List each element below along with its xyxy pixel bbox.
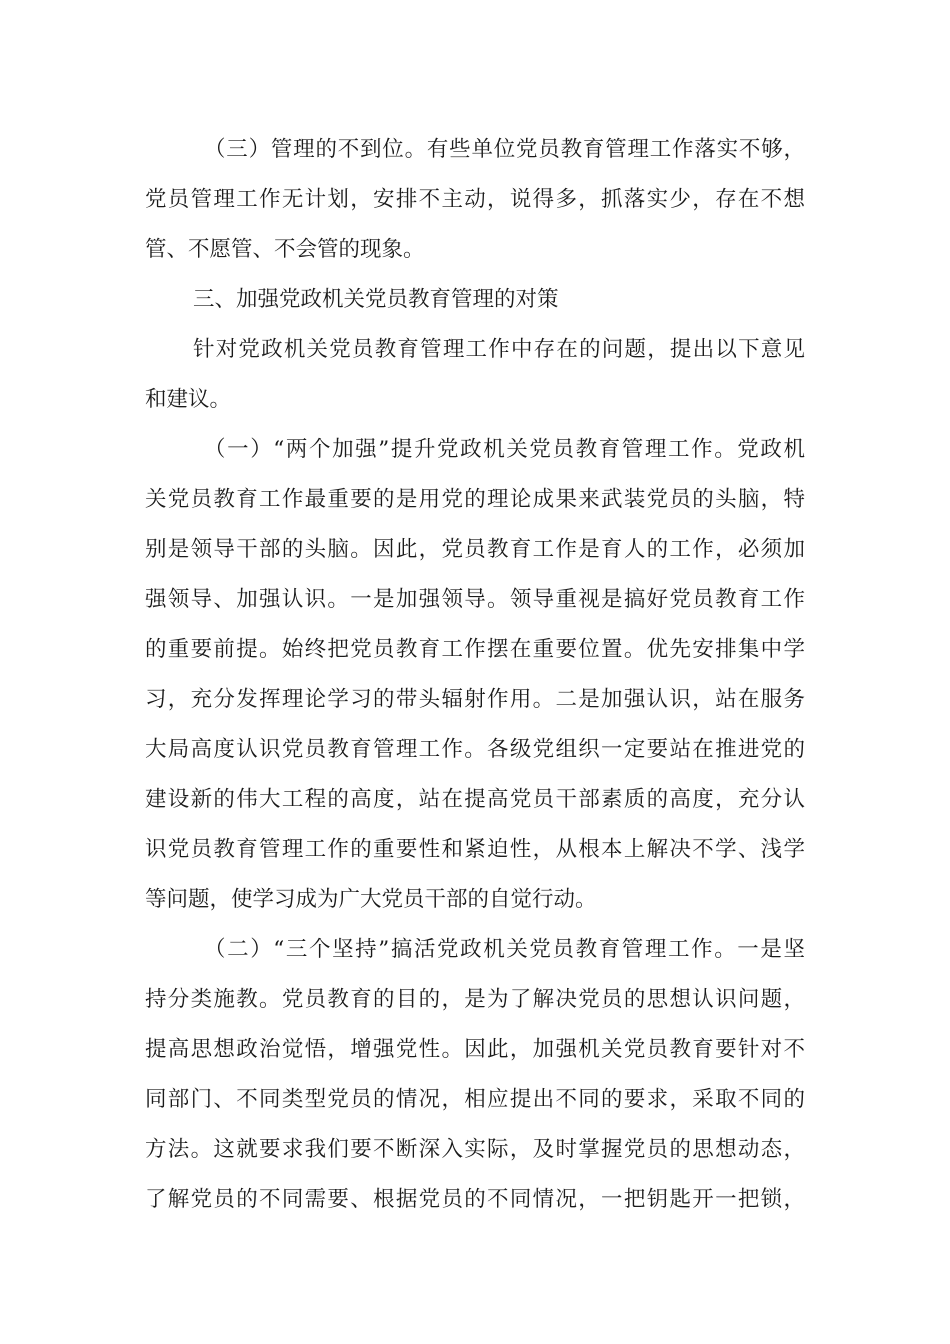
text-line: 等问题，使学习成为广大党员干部的自觉行动。 <box>145 887 597 912</box>
text-line: 别是领导干部的头脑。因此，党员教育工作是育人的工作，必须加 <box>145 537 805 562</box>
text-line: 建设新的伟大工程的高度，站在提高党员干部素质的高度，充分认 <box>145 787 805 812</box>
text-line: 习，充分发挥理论学习的带头辐射作用。二是加强认识，站在服务 <box>145 687 805 712</box>
text-line: 提高思想政治觉悟，增强党性。因此，加强机关党员教育要针对不 <box>145 1037 805 1062</box>
text-line: 同部门、不同类型党员的情况，相应提出不同的要求，采取不同的 <box>145 1087 805 1112</box>
text-line: 了解党员的不同需要、根据党员的不同情况，一把钥匙开一把锁， <box>145 1187 805 1212</box>
text-line: 管、不愿管、不会管的现象。 <box>145 237 425 262</box>
text-line: 识党员教育管理工作的重要性和紧迫性，从根本上解决不学、浅学 <box>145 837 805 862</box>
text-line: （二）“三个坚持”搞活党政机关党员教育管理工作。一是坚 <box>204 937 805 962</box>
text-line: 持分类施教。党员教育的目的，是为了解决党员的思想认识问题， <box>145 987 805 1012</box>
text-line: 针对党政机关党员教育管理工作中存在的问题，提出以下意见 <box>193 337 805 362</box>
text-line: 的重要前提。始终把党员教育工作摆在重要位置。优先安排集中学 <box>145 637 805 662</box>
text-line: （三）管理的不到位。有些单位党员教育管理工作落实不够， <box>204 137 805 162</box>
section-heading: 三、加强党政机关党员教育管理的对策 <box>193 287 559 312</box>
text-line: 党员管理工作无计划，安排不主动，说得多，抓落实少，存在不想 <box>145 187 805 212</box>
text-line: （一）“两个加强”提升党政机关党员教育管理工作。党政机 <box>204 437 805 462</box>
text-line: 大局高度认识党员教育管理工作。各级党组织一定要站在推进党的 <box>145 737 805 762</box>
text-line: 和建议。 <box>145 387 232 412</box>
text-line: 关党员教育工作最重要的是用党的理论成果来武装党员的头脑，特 <box>145 487 805 512</box>
text-line: 强领导、加强认识。一是加强领导。领导重视是搞好党员教育工作 <box>145 587 805 612</box>
text-line: 方法。这就要求我们要不断深入实际，及时掌握党员的思想动态， <box>145 1137 805 1162</box>
